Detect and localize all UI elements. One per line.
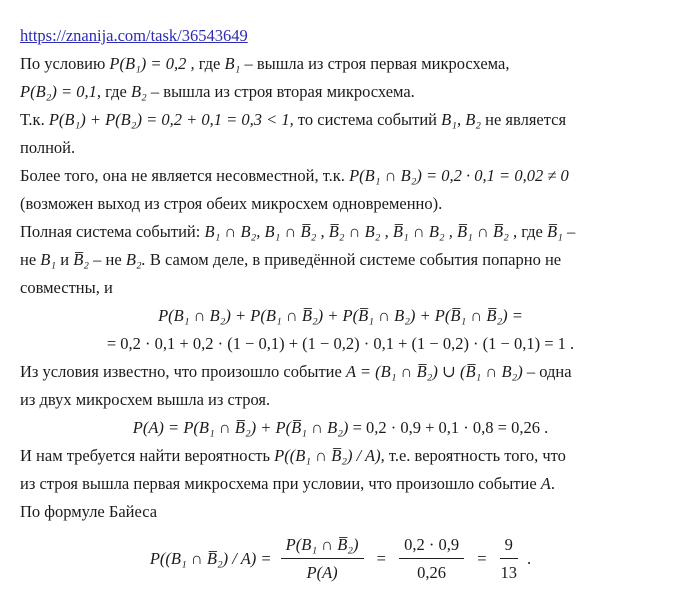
text-segment: B̅₂ [73, 250, 90, 269]
period: . [527, 548, 532, 568]
link-row [20, 22, 661, 50]
doc-line-13 [20, 386, 661, 414]
equals-sign: = [477, 548, 487, 568]
text-segment: И нам требуется найти вероятность [20, 446, 275, 465]
text-segment: – не [89, 250, 126, 269]
text-segment: т.е. вероятность того, что [384, 446, 566, 465]
text-segment: B₂ [130, 82, 147, 101]
text-segment: Более того, она не является несовместной, т.к. [20, 166, 350, 185]
text-segment: из строя вышла первая микросхема при условии, что произошло событие [20, 474, 541, 493]
text-segment: Т.к. [20, 110, 49, 129]
fraction-denominator: 0,26 [417, 563, 447, 582]
text-segment: B₁ [224, 54, 241, 73]
text-segment: то система событий [293, 110, 442, 129]
text-segment: A = (B₁ ∩ B̅₂) ∪ (B̅₁ ∩ B₂) [345, 362, 523, 381]
text-segment: P(A) = P(B₁ ∩ B̅₂) + P(B̅₁ ∩ B₂) [132, 418, 349, 437]
text-segment: . [550, 474, 555, 493]
doc-line-2 [20, 78, 661, 106]
doc-line-12 [20, 358, 661, 386]
fraction-numerator: P(B₁ ∩ B̅₂) [281, 532, 364, 559]
text-segment: B₁ ∩ B₂, B₁ ∩ B̅₂ , B̅₂ ∩ B₂ , B̅₁ ∩ B₂ , B̅₁ ∩ B̅₂ , [204, 222, 518, 241]
doc-line-1 [20, 50, 661, 78]
text-segment: полной. [20, 138, 76, 157]
doc-line-10 [20, 302, 661, 330]
fraction-denominator: 13 [500, 563, 518, 582]
text-segment: не является [481, 110, 567, 129]
text-segment: В самом деле, в приведённой системе события попарно не [145, 250, 562, 269]
text-segment: – вышла из строя вторая микросхема. [146, 82, 415, 101]
text-segment: P((B₁ ∩ B̅₂) / A), [274, 446, 385, 465]
fraction-numeric [399, 532, 464, 585]
fraction-denominator: P(A) [306, 563, 338, 582]
text-segment: – одна [522, 362, 572, 381]
fraction-probability [281, 532, 364, 585]
text-segment: B₁ [40, 250, 57, 269]
doc-line-5 [20, 162, 661, 190]
doc-line-11 [20, 330, 661, 358]
fraction-result [500, 532, 518, 585]
text-segment: = 0,2 · 0,1 + 0,2 · (1 − 0,1) + (1 − 0,2) · 0,1 + (1 − 0,2) · (1 − 0,1) = 1 . [106, 334, 575, 353]
text-segment: совместны, и [20, 278, 113, 297]
text-segment: B̅₁ [547, 222, 563, 241]
text-segment: P(B₁ ∩ B₂) = 0,2 · 0,1 = 0,02 ≠ 0 [349, 166, 569, 185]
fraction-numerator: 0,2 · 0,9 [399, 532, 464, 559]
text-segment: – [562, 222, 576, 241]
solution-text [20, 50, 661, 526]
doc-line-7 [20, 218, 661, 246]
doc-line-14 [20, 414, 661, 442]
text-segment: Из условия известно, что произошло событие [20, 362, 346, 381]
text-segment: где [517, 222, 548, 241]
doc-line-17 [20, 498, 661, 526]
doc-line-8 [20, 246, 661, 274]
equals-sign: = [376, 548, 386, 568]
task-link[interactable]: https://znanija.com/task/36543649 [20, 26, 248, 45]
text-segment: P(B₁) + P(B₂) = 0,2 + 0,1 = 0,3 < 1, [48, 110, 294, 129]
text-segment: где [194, 54, 225, 73]
doc-line-15 [20, 442, 661, 470]
text-segment: Полная система событий: [20, 222, 205, 241]
text-segment: По условию [20, 54, 110, 73]
text-segment: = 0,2 · 0,9 + 0,1 · 0,8 = 0,26 . [348, 418, 549, 437]
doc-line-4 [20, 134, 661, 162]
text-segment: – вышла из строя первая микросхема, [240, 54, 510, 73]
doc-line-9 [20, 274, 661, 302]
doc-line-3 [20, 106, 661, 134]
text-segment: B₁, B₂ [441, 110, 482, 129]
text-segment: где [101, 82, 131, 101]
text-segment: A [540, 474, 551, 493]
text-segment: B₂. [125, 250, 146, 269]
doc-line-6 [20, 190, 661, 218]
doc-line-16 [20, 470, 661, 498]
fraction-numerator: 9 [500, 532, 518, 559]
text-segment: (возможен выход из строя обеих микросхем одновременно). [20, 194, 443, 213]
text-segment: P(B₁ ∩ B₂) + P(B₁ ∩ B̅₂) + P(B̅₁ ∩ B₂) + P(B̅₁ ∩ B̅₂) = [158, 306, 523, 325]
text-segment: и [56, 250, 74, 269]
text-segment: P(B₂) = 0,1, [20, 82, 102, 101]
text-segment: из двух микросхем вышла из строя. [20, 390, 271, 409]
text-segment: P(B₁) = 0,2 , [109, 54, 195, 73]
text-segment: По формуле Байеса [20, 502, 158, 521]
text-segment: не [20, 250, 41, 269]
bayes-formula-line [20, 532, 661, 585]
bayes-lhs: P((B₁ ∩ B̅₂) / A) = [149, 548, 272, 568]
